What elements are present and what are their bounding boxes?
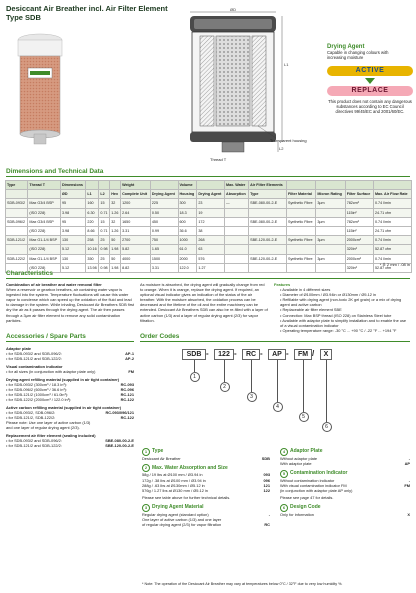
accessory-label: • for SDB-093/2 and SDB-096/2: [6,438,62,443]
order-col-left: 1 Type Desiccant Air Breather SDB 2 Max. Water Absorption and Size 58g / 19 lbs at Ø100 mm / Ø3.94 in 093 172g / .38 lbs at Ø100 mm / Ø3.94 in 096 288g / .63 lbs at Ø130mm / Ø5.12 in 121 576g / 1.27 lbs at Ø130 mm / Ø5.12 in 122 Please see table above for further technical details. 3 Drying Agent Material Regular drying agent (standard option) - One layer of active carbon (1/3) and one layer of regular drying agent (2/3) for vapor filtration RC [142,448,270,528]
table-subheader-cell: Micron Rating [316,190,345,199]
table-cell [225,263,249,272]
table-cell: 2700 [121,236,151,245]
table-cell: SDB-093/2 [6,199,28,208]
table-cell: SBE-120-00-2-E [249,254,287,263]
option-code: - [408,477,410,483]
table-subheader-cell: Drying Agent [150,190,178,199]
accessory-label: • for SDB-122/2 (2000cm³ / 122.0 in³): [6,397,72,402]
order-option-row [280,512,410,517]
table-cell: 1200 [121,199,151,208]
order-code-box: AP [268,349,286,360]
table-cell: 18.3 [178,208,197,217]
table-cell: 0.98 [99,245,110,254]
divider [6,176,410,177]
table-header-cell: Dimensions [60,181,85,190]
accessory-label: Please note: Use one layer of active carbon (1/3) [6,420,91,425]
table-header-cell: Weight [121,181,151,190]
table-cell: 782cm² [345,199,373,208]
table-cell: Max G3/4 BSP [28,199,61,208]
accessory-code: RC-121 [120,392,134,397]
table-cell: 8.66 [86,226,99,235]
table-header-cell [99,181,110,190]
table-cell: 0.71 [99,208,110,217]
table-cell: 15 [99,199,110,208]
features-block: Features • Available in 4 different sizes • Diameter of Ø100mm / Ø3.94in or Ø130mm / Ø5.12 in • Refillable with drying agent (non-toxic 2K gel grain) or a mix of drying agent and active carbon • Replaceable air filter element SBE • Connection: Max BSP thread (ISO 228) on Stainless Steel tube • Available with adaptor plate to simplify installation and to enable the use of a visual contamination indicator • Operating temperature range: -30 °C ... +90 °C / -22 °F ... +194 °F [274,282,410,333]
order-code-box: FM [294,349,312,360]
option-label: 172g / .38 lbs at Ø100 mm / Ø3.94 in [142,477,206,483]
table-cell: 2000cm² [345,254,373,263]
table-header-cell: Type [6,181,28,190]
table-cell: 1.65 [150,245,178,254]
table-cell: 52.87 cfm [373,245,411,254]
table-cell [287,263,316,272]
drying-agent-heading: Drying Agent [327,44,365,50]
order-circle-3: 3 [247,392,257,402]
order-option-row [280,488,410,493]
connector-line [251,360,252,392]
accessory-code: AP-2 [125,356,134,361]
table-row [6,236,412,245]
table-subheader-cell: Complete Unit [121,190,151,199]
characteristics-col1: Combination of air breather and water removal filter When a reservoir or gearbox breathes, air containing water vapor is ingested into the system. Temperature fluctuations will cause this water vapor to condense which can speed up the oxidation of the fluid and lead to damage in the system. While inhaling, Desiccant Air Breathers SDB first dry the air as it passes through the drying agent. The air then passes through a 3µm air filter element to remove any solid contamination particles. [6,282,135,323]
feature-item: • Connection: Max BSP thread (ISO 228) on Stainless Steel tube [280,313,410,318]
table-cell: 220 [86,217,99,226]
feature-item: • Replaceable air filter element SBE [280,307,410,312]
option-label: 288g / .63 lbs at Ø130mm / Ø5.12 in [142,482,205,488]
order-option-row [142,522,270,527]
table-cell: Max G1-1/4 BSP [28,254,61,263]
table-cell [287,245,316,254]
table-header-cell: Volume [178,181,197,190]
table-cell: 24.71 cfm [373,208,411,217]
table-cell: (ISO 228) [28,208,61,217]
table-cell: Synthetic Fibre [287,254,316,263]
order-col-right: 4 Adaptor Plate Without adaptor plate - With adaptor plate AP 5 Contamination Indicator Without contamination indicator - With visual contamination indicator FM FM (in conjunction with adaptor plate AP only) Please see page 47 for details. 6 Design Code Only for information X [280,448,410,517]
accessory-group-heading: Replacement air filter element (sealing included) [6,433,96,438]
option-label: 58g / 19 lbs at Ø100 mm / Ø3.94 in [142,472,203,478]
active-badge: ACTIVE [327,66,413,76]
table-cell: 1000 [178,236,197,245]
accessory-row [6,425,134,430]
order-code-box: RC [242,349,260,360]
table-cell: 1.98 [110,263,121,272]
option-code: 122 [263,488,270,494]
table-cell: 320in² [345,245,373,254]
table-subheader-cell: Absorption [225,190,249,199]
table-cell: 450 [150,217,178,226]
table-cell: 6.30 [86,208,99,217]
table-cell: Synthetic Fibre [287,217,316,226]
accessory-group-heading: Active carbon refilling material (supplied in air tight container) [6,405,122,410]
table-cell: 0.99 [150,226,178,235]
accessory-group-heading: Adaptor plate [6,346,32,351]
connector-line [277,360,278,402]
table-cell: 2000cm² [345,236,373,245]
table-cell: 3µm [316,254,345,263]
table-cell: 0.74 l/min [373,199,411,208]
table-cell: 1.98 [110,245,121,254]
drying-agent-text: Capable in changing colours with increasing moisture [327,50,389,60]
table-cell: 95 [60,217,85,226]
table-cell: 160 [86,199,99,208]
accessory-code: SBE-120-00-2-E [105,443,134,448]
option-code: RC [264,522,270,528]
feature-item: • Available in 4 different sizes [280,287,410,292]
table-cell [225,245,249,254]
table-cell: 3.31 [150,263,178,272]
table-cell: 130 [60,254,85,263]
thread-label: Thread T [210,157,227,162]
table-row [6,226,412,235]
table-cell: 0.74 l/min [373,254,411,263]
order-code-box: SDB [182,349,206,360]
divider [6,341,134,342]
order-option-row [280,461,410,466]
option-label: Only for information [280,511,314,517]
option-label: Without contamination indicator [280,477,335,483]
table-cell: 225 [150,199,178,208]
option-code: 121 [263,482,270,488]
table-cell: 1.26 [110,208,121,217]
accessory-label: • for SDB-121/2 (1000cm³ / 61.0in³): [6,392,69,397]
table-subheader-cell: Hex [110,190,121,199]
accessory-row [6,397,134,402]
table-cell: 320in² [345,263,373,272]
accessory-code: FM [128,369,134,374]
table-cell: 782cm² [345,217,373,226]
divider [140,341,410,342]
accessory-label: and one layer of regular drying agent (2/3). [6,425,80,430]
table-cell [225,208,249,217]
table-cell: 32 [110,217,121,226]
table-cell: 1500 [150,254,178,263]
option-label: One layer of active carbon (1/3) and one layer [142,517,222,523]
table-cell: SBE-120-00-2-E [249,236,287,245]
table-cell: 32 [110,199,121,208]
table-cell: SBE-080-00-2-E [249,217,287,226]
table-cell: 5.82 [121,245,151,254]
option-code: AP [404,461,410,467]
connector-line [303,360,304,412]
dash-separator: - [234,349,237,358]
accessory-row [6,369,134,374]
table-cell: 115in² [345,208,373,217]
option-label: of regular drying agent (2/3) for vapor filtration [142,522,222,528]
order-code-box: X [320,349,332,360]
table-cell: 50 [110,236,121,245]
dash-separator: - [286,349,289,358]
accessory-code: RC-093 [120,382,134,387]
order-codes-heading: Order Codes [140,333,180,340]
table-cell [6,245,28,254]
accessories-list [6,343,134,448]
option-code: - [408,456,410,461]
table-header-cell [287,181,316,190]
table-subheader-cell: L2 [99,190,110,199]
divider [6,278,410,279]
feature-item: • Operating temperature range: -30 °C ... +90 °C / -22 °F ... +194 °F [280,328,410,333]
table-cell: (ISO 228) [28,226,61,235]
arrow-down-icon [365,78,375,84]
table-cell: SDB-121/2 [6,236,28,245]
svg-text:L1: L1 [284,62,289,67]
table-cell: 50 [110,254,121,263]
table-subheader-cell: L1 [86,190,99,199]
table-cell: 0.71 [99,226,110,235]
option-code: 096 [263,477,270,483]
accessory-label: • for SDB-093/2, SDB-096/2: [6,410,56,415]
table-cell: 258 [86,236,99,245]
order-circle-2: 2 [220,382,230,392]
option-code: 093 [263,472,270,478]
table-header-cell [150,181,178,190]
table-cell: 3.31 [121,226,151,235]
table-cell [225,254,249,263]
table-subheader-cell: Filter Surface [345,190,373,199]
table-cell: 3.98 [60,226,85,235]
table-cell [249,263,287,272]
table-cell [225,226,249,235]
table-cell [249,208,287,217]
feature-item: • Diameter of Ø100mm / Ø3.94in or Ø130mm / Ø5.12 in [280,292,410,297]
connector-line [194,360,195,372]
table-row [6,199,412,208]
accessory-code: RC-122 [120,415,134,420]
table-cell: 63 [197,245,225,254]
option-label: With adaptor plate [280,461,312,467]
table-cell: 52.87 cfm [373,263,411,272]
accessory-row [6,356,134,361]
feature-item: • Refillable with drying agent (non-toxic 2K gel grain) or a mix of drying agent and active carbon [280,297,410,307]
table-footnote: * ≙ 2 mm / .08 in [379,262,410,267]
table-header-cell [316,181,345,190]
accessory-code: AP-1 [125,351,134,356]
table-cell [316,226,345,235]
replace-badge: REPLACE [327,86,413,96]
table-subheader-cell: Filter Material [287,190,316,199]
table-header-cell [373,181,411,190]
accessory-label: • for SDB-093/2 and SDB-096/2: [6,351,62,356]
accessory-label: • for SDB-121/2, SDB-122/2: [6,415,56,420]
order-circle-4: 4 [273,402,283,412]
table-cell [316,263,345,272]
table-cell: 1650 [121,217,151,226]
accessory-row [6,443,134,448]
table-cell: 19 [197,208,225,217]
table-cell: Synthetic Fibre [287,236,316,245]
table-subheader-cell: Drying Agent [197,190,225,199]
order-circle-6: 6 [322,422,332,432]
table-header-cell [197,181,225,190]
table-cell: 0.74 l/min [373,236,411,245]
dimensions-heading: Dimensions and Technical Data [6,168,104,175]
table-cell: 750 [150,236,178,245]
order-footnote: * Note: The operation of the Desiccant Air Breather may vary at temperatures below 0°C / 32°F due to very low humidity %. [142,582,343,586]
table-cell: 8.82 [121,263,151,272]
table-cell: 23 [197,199,225,208]
characteristics-heading: Characteristics [6,270,53,277]
table-cell: SBE-080-00-2-E [249,199,287,208]
table-cell: SDB-096/2 [6,217,28,226]
table-cell: 25 [99,236,110,245]
table-cell [249,226,287,235]
table-row [6,245,412,254]
table-cell: 3µm [316,199,345,208]
svg-text:ØD: ØD [230,7,236,12]
product-photo [14,30,66,148]
table-cell: 268 [197,236,225,245]
connector-line [224,360,225,382]
table-subheader-cell: Type [249,190,287,199]
option-code: FM [404,482,410,488]
accessory-label: • for SDB-096/2 (600cm³ / 36.6 in³): [6,387,68,392]
option-label: Without adaptor plate [280,456,317,461]
accessory-code: RC-122 [120,397,134,402]
table-header-cell [86,181,99,190]
table-cell: 3.98 [60,208,85,217]
order-code-box: 122 [214,349,234,360]
table-subheader-cell: Housing [178,190,197,199]
option-code: - [268,511,270,517]
table-cell [316,208,345,217]
accessory-label: • for all sizes (in conjunction with adaptor plate only) [6,369,96,374]
table-header-cell [345,181,373,190]
table-row [6,254,412,263]
option-label: 576g / 1.27 lbs at Ø130 mm / Ø5.12 in [142,488,208,494]
accessory-label: • for SDB-093/2 (300cm³ / 18.3 in³): [6,382,68,387]
table-subheader-cell: ØD [60,190,85,199]
table-cell [225,217,249,226]
table-cell: 61.0 [178,245,197,254]
option-label: With visual contamination indicator FM [280,482,347,488]
accessories-heading: Accessories / Spare Parts [6,333,86,340]
spec-table [5,180,412,273]
table-cell [316,245,345,254]
drying-agent-panel [327,44,413,115]
table-cell: 10.16 [86,245,99,254]
option-label: Regular drying agent (standard option) [142,511,209,517]
accessory-code: SBE-080-00-2-E [105,438,134,443]
table-cell: 1.26 [110,226,121,235]
table-cell: 0.74 l/min [373,217,411,226]
table-cell: 350 [86,254,99,263]
connector-line [326,360,327,422]
table-cell: 13.98 [86,263,99,272]
table-cell: 24.71 cfm [373,226,411,235]
table-cell: SDB-122/2 [6,254,28,263]
table-cell: 2.64 [121,208,151,217]
table-cell: Max G1-1/4 BSP [28,236,61,245]
table-header-cell: Thread T [28,181,61,190]
table-cell: 115in² [345,226,373,235]
svg-text:L2: L2 [279,146,284,151]
table-cell: 130 [60,236,85,245]
table-cell: 38 [197,226,225,235]
table-cell: 0.50 [150,208,178,217]
dash-separator: - [260,349,263,358]
accessory-label: • for SDB-121/2 and SDB-122/2: [6,356,62,361]
accessory-code: RC-096 [120,387,134,392]
table-cell [225,236,249,245]
feature-item: • Available with adaptor plate to simplify installation and to enable the use of a visual contamination indicator [280,318,410,328]
table-cell: 95 [60,199,85,208]
option-label: (in conjunction with adaptor plate AP only) [280,488,353,494]
table-cell: 122.0 [178,263,197,272]
table-cell [287,208,316,217]
table-cell: 4000 [121,254,151,263]
table-cell: 25 [99,254,110,263]
dash-separator: - [206,349,209,358]
table-cell: 300 [178,199,197,208]
table-cell: 36.6 [178,226,197,235]
accessory-code: RC-093/096/121 [105,410,134,415]
table-cell: 3µm [316,236,345,245]
table-cell: 2000 [178,254,197,263]
slash-separator: / [312,349,315,358]
table-cell: — [225,199,249,208]
option-code: X [407,511,410,517]
table-subheader-cell [6,190,28,199]
table-header-cell: Air Filter Elements [249,181,287,190]
accessory-label: • for SDB-121/2 and SDB-122/2: [6,443,62,448]
table-cell [249,245,287,254]
table-row [6,263,412,272]
order-circle-1: 1 [190,372,200,382]
table-cell: 5.12 [60,245,85,254]
table-cell: 172 [197,217,225,226]
table-row [6,217,412,226]
table-cell: 1.27 [197,263,225,272]
table-cell: (ISO 228) [28,263,61,272]
table-cell [6,208,28,217]
table-header-cell [110,181,121,190]
page-title: Desiccant Air Breather incl. Air Filter Element Type SDB [6,4,168,22]
table-cell: Max G3/4 BSP [28,217,61,226]
table-cell: 576 [197,254,225,263]
table-cell [6,226,28,235]
table-cell: Synthetic Fibre [287,199,316,208]
transparent-housing-label: Transparent housing [270,138,307,143]
table-subheader-cell: Max. Air Flow Rate [373,190,411,199]
table-cell: 600 [178,217,197,226]
table-cell: 15 [99,217,110,226]
accessory-group-heading: Drying agent refilling material (supplied in air tight container) [6,377,120,382]
table-cell: 0.98 [99,263,110,272]
table-cell: (ISO 228) [28,245,61,254]
accessory-group-heading: Visual contamination indicator [6,364,63,369]
table-header-cell: Max. Water [225,181,249,190]
table-cell: 5.12 [60,263,85,272]
order-option-row [142,488,270,493]
table-cell [287,226,316,235]
substance-note: This product does not contain any dangerous substances according to EC Council directives 99/45/EC and 2001/60/EC. [328,99,412,115]
table-row [6,208,412,217]
table-subheader-cell [28,190,61,199]
table-cell: 3µm [316,217,345,226]
order-circle-5: 5 [299,412,309,422]
characteristics-col2: As moisture is absorbed, the drying agent will gradually change from red to orange. When it is orange, replace the drying agent. If required, an optional visual indicator gives an indication of the status of the air breather. With the moisture absorbed, the oxidation process can be decreased and the lifetime of the oil and the entire machinery can be extended. Desiccant Air Breathers SDB can also be re-filled with a layer of active carbon (1/3) and a layer of regular drying agent (2/3) for vapor filtration. [140,282,268,323]
